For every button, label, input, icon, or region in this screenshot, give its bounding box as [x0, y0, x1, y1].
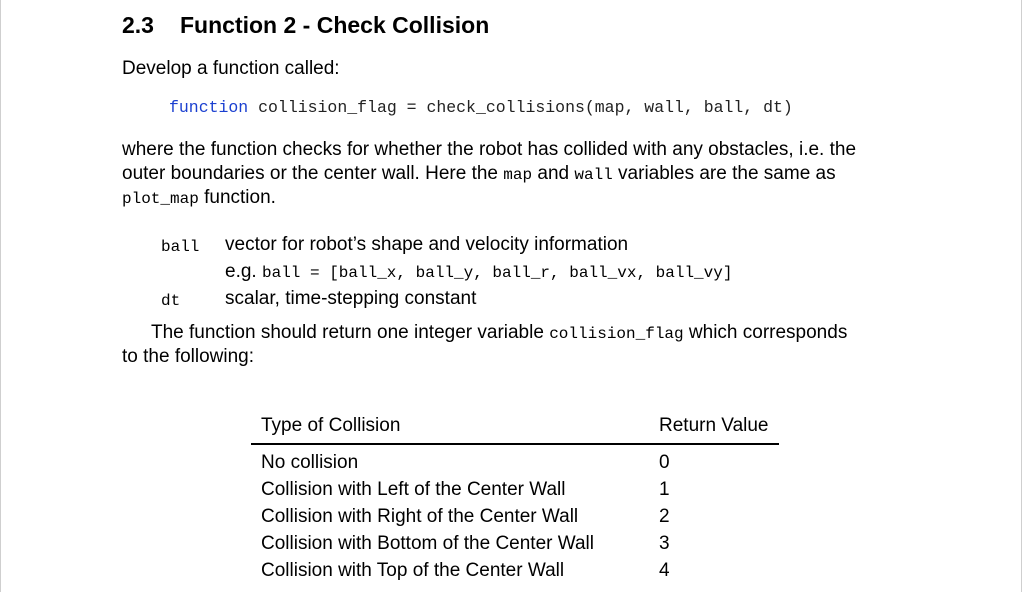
param-name-dt: dt [161, 292, 181, 310]
table-row [251, 477, 779, 504]
inline-code-map: map [503, 166, 533, 184]
function-keyword: function [169, 98, 249, 117]
inline-code-collision-flag: collision_flag [549, 325, 684, 343]
collision-table [251, 412, 779, 585]
section-heading [122, 12, 489, 39]
example-prefix: e.g. [225, 261, 257, 282]
inline-code-plot-map: plot_map [122, 190, 199, 208]
inline-code-wall: wall [574, 166, 613, 184]
function-signature [169, 98, 793, 117]
param-desc-ball: vector for robot’s shape and velocity information [225, 234, 629, 255]
collision-type-cell: Collision with Left of the Center Wall [261, 479, 566, 500]
description-line-3 [122, 186, 276, 212]
param-name-ball: ball [161, 238, 200, 256]
param-example-ball [225, 261, 732, 283]
returns-text: The function should return one integer variable [151, 322, 544, 343]
description-text: function. [204, 187, 276, 208]
collision-type-cell: Collision with Bottom of the Center Wall [261, 533, 594, 554]
return-value-cell: 0 [659, 452, 670, 473]
table-row [251, 558, 779, 585]
returns-line-2: to the following: [122, 346, 255, 367]
table-header-row [251, 412, 779, 444]
example-code: ball = [ball_x, ball_y, ball_r, ball_vx, ball_vy] [261, 264, 733, 282]
header-return-value: Return Value [631, 412, 779, 444]
description-line-1: where the function checks for whether the robot has collided with any obstacles, i.e. the [122, 139, 857, 160]
description-text: variables are the same as [618, 163, 836, 184]
collision-type-cell: Collision with Top of the Center Wall [261, 560, 565, 581]
table-row [251, 444, 779, 477]
param-desc-dt: scalar, time-stepping constant [225, 288, 477, 309]
collision-type-cell: Collision with Right of the Center Wall [261, 506, 579, 527]
signature-text: collision_flag = check_collisions(map, wall, ball, dt) [258, 98, 793, 117]
return-value-cell: 3 [659, 533, 670, 554]
description-line-2 [122, 162, 836, 188]
header-type-of-collision: Type of Collision [251, 412, 631, 444]
section-number: 2.3 [122, 12, 154, 38]
collision-type-cell: No collision [261, 452, 359, 473]
intro-text: Develop a function called: [122, 58, 340, 79]
return-value-cell: 4 [659, 560, 670, 581]
section-title: Function 2 - Check Collision [180, 12, 490, 38]
return-value-cell: 2 [659, 506, 670, 527]
return-value-cell: 1 [659, 479, 670, 500]
returns-text: which corresponds [688, 322, 848, 343]
table-row [251, 504, 779, 531]
description-text: and [537, 163, 570, 184]
description-text: outer boundaries or the center wall. Here the [122, 163, 498, 184]
returns-line-1 [151, 321, 847, 347]
table-row [251, 531, 779, 558]
